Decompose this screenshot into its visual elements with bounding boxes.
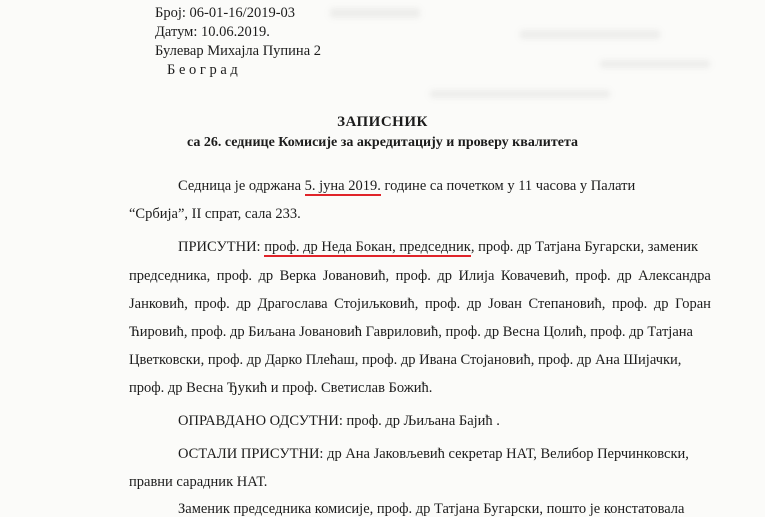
present-line6: проф. др Весна Ђукић и проф. Светислав Божић. xyxy=(129,380,433,396)
present-line1 xyxy=(178,240,698,255)
doc-city: Б е о г р а д xyxy=(167,62,238,78)
scan-artifact xyxy=(330,8,420,18)
paragraph-session-line1 xyxy=(178,179,635,194)
present-line4: Ћировић, проф. др Биљана Јовановић Гавриловић, проф. др Весна Цолић, проф. др Татјана xyxy=(129,324,693,340)
page-title: ЗАПИСНИК xyxy=(337,114,428,130)
present-line2: председника, проф. др Верка Јовановић, проф. др Илија Ковачевић, проф. др Александра xyxy=(129,268,711,284)
scan-artifact xyxy=(600,60,710,68)
session-date-highlight: 5. јуна 2019. xyxy=(304,178,381,194)
others-present-line1: ОСТАЛИ ПРИСУТНИ: др Ана Јаковљевић секретар НАТ, Велибор Перчинковски, xyxy=(178,446,689,462)
doc-date: Датум: 10.06.2019. xyxy=(155,24,270,40)
scan-artifact xyxy=(520,30,660,39)
present-chair-highlight: проф. др Неда Бокан, председник xyxy=(264,239,471,255)
doc-number: Број: 06-01-16/2019-03 xyxy=(155,5,296,21)
doc-street: Булевар Михајла Пупина 2 xyxy=(155,43,321,59)
page-subtitle: са 26. седнице Комисије за акредитацију и проверу квалитета xyxy=(187,135,578,150)
others-present-line2: правни сарадник НАТ. xyxy=(129,474,268,490)
present-line3: Јанковић, проф. др Драгослава Стојиљковић, проф. др Јован Степановић, проф. др Горан xyxy=(129,296,711,312)
paragraph-deputy-line1: Заменик председника комисије, проф. др Татјана Бугарски, пошто је констатовала xyxy=(178,501,685,517)
paragraph-session-line2: “Србија”, II спрат, сала 233. xyxy=(129,206,301,222)
session-suffix: године са почетком у 11 часова у Палати xyxy=(380,178,636,194)
session-prefix: Седница је одржана xyxy=(178,178,305,194)
present-label: ПРИСУТНИ: xyxy=(178,239,265,255)
present-rest: , проф. др Татјана Бугарски, заменик xyxy=(470,239,699,255)
excused-absent-line: ОПРАВДАНО ОДСУТНИ: проф. др Љиљана Бајић . xyxy=(178,413,500,429)
scan-artifact xyxy=(430,90,610,98)
present-line5: Цветковски, проф. др Дарко Плећаш, проф. др Ивана Стојановић, проф. др Ана Шијачки, xyxy=(129,352,682,368)
